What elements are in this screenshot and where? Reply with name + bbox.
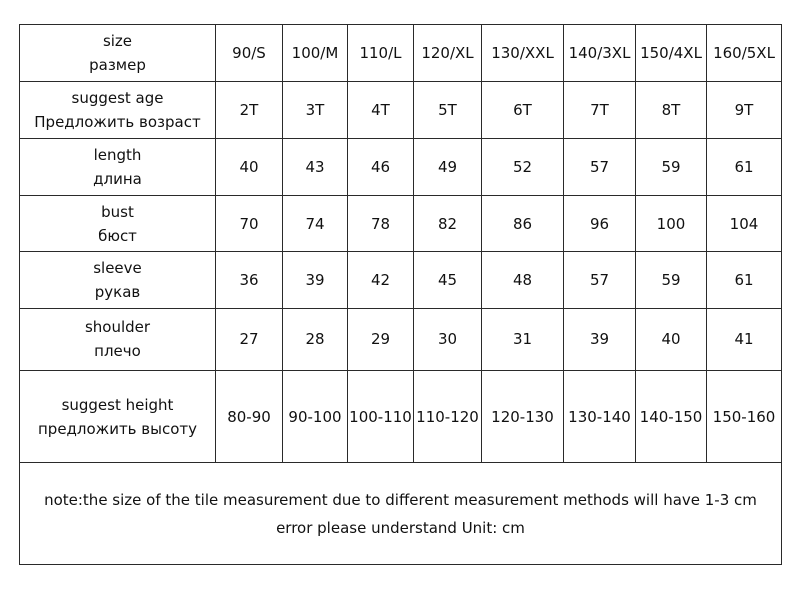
table-cell: 45 xyxy=(414,252,482,308)
table-cell: 110-120 xyxy=(414,370,482,463)
table-cell: 3T xyxy=(283,82,348,138)
table-cell: 5T xyxy=(414,82,482,138)
row-label-bust xyxy=(20,195,216,251)
table-cell: 78 xyxy=(348,195,414,251)
table-cell: 42 xyxy=(348,252,414,308)
table-cell: 120/XL xyxy=(414,25,482,82)
table-cell: 57 xyxy=(564,252,636,308)
table-cell: 7T xyxy=(564,82,636,138)
table-cell: 9T xyxy=(707,82,782,138)
table-cell: 57 xyxy=(564,138,636,195)
table-cell: 30 xyxy=(414,308,482,370)
table-cell: 46 xyxy=(348,138,414,195)
table-cell: 8T xyxy=(636,82,707,138)
row-label-english: bust xyxy=(101,202,134,221)
table-cell: 39 xyxy=(564,308,636,370)
row-label-english: suggest age xyxy=(71,88,164,107)
table-row-note xyxy=(20,463,782,565)
table-cell: 48 xyxy=(482,252,564,308)
table-cell: 130/XXL xyxy=(482,25,564,82)
table-row-size xyxy=(20,25,782,82)
table-row-suggest-age xyxy=(20,82,782,138)
table-cell: 2T xyxy=(216,82,283,138)
row-label-russian: рукав xyxy=(94,282,141,301)
table-cell: 160/5XL xyxy=(707,25,782,82)
table-cell: 80-90 xyxy=(216,370,283,463)
row-label-english: suggest height xyxy=(61,395,174,414)
table-cell: 90/S xyxy=(216,25,283,82)
table-cell: 27 xyxy=(216,308,283,370)
table-cell: 49 xyxy=(414,138,482,195)
table-cell: 59 xyxy=(636,138,707,195)
table-cell: 36 xyxy=(216,252,283,308)
row-label-russian: бюст xyxy=(98,226,137,245)
table-row-shoulder xyxy=(20,308,782,370)
row-label-english: shoulder xyxy=(84,318,151,337)
row-label-english: size xyxy=(102,32,133,51)
table-cell: 61 xyxy=(707,252,782,308)
table-cell: 90-100 xyxy=(283,370,348,463)
table-row-bust xyxy=(20,195,782,251)
table-cell: 41 xyxy=(707,308,782,370)
table-cell: 100 xyxy=(636,195,707,251)
table-cell: 130-140 xyxy=(564,370,636,463)
table-cell: 120-130 xyxy=(482,370,564,463)
table-cell: 40 xyxy=(636,308,707,370)
size-chart-body xyxy=(20,25,782,565)
table-cell: 150/4XL xyxy=(636,25,707,82)
table-cell: 86 xyxy=(482,195,564,251)
table-cell: 52 xyxy=(482,138,564,195)
table-cell: 100/M xyxy=(283,25,348,82)
table-cell: 96 xyxy=(564,195,636,251)
table-row-suggest-height xyxy=(20,370,782,463)
table-cell: 104 xyxy=(707,195,782,251)
row-label-english: length xyxy=(93,145,142,164)
table-cell: 6T xyxy=(482,82,564,138)
table-cell: 140-150 xyxy=(636,370,707,463)
row-label-shoulder xyxy=(20,308,216,370)
table-cell: 74 xyxy=(283,195,348,251)
table-cell: 28 xyxy=(283,308,348,370)
table-cell: 39 xyxy=(283,252,348,308)
table-cell: 40 xyxy=(216,138,283,195)
row-label-english: sleeve xyxy=(93,258,142,277)
table-row-length xyxy=(20,138,782,195)
measurement-note xyxy=(20,463,782,565)
row-label-suggest-height xyxy=(20,370,216,463)
row-label-length xyxy=(20,138,216,195)
row-label-russian: плечо xyxy=(94,342,141,361)
row-label-suggest-age xyxy=(20,82,216,138)
row-label-size xyxy=(20,25,216,82)
table-cell: 100-110 xyxy=(348,370,414,463)
table-cell: 4T xyxy=(348,82,414,138)
row-label-russian: длина xyxy=(93,169,142,188)
table-cell: 70 xyxy=(216,195,283,251)
row-label-russian: размер xyxy=(89,56,146,75)
row-label-sleeve xyxy=(20,252,216,308)
note-line-1: note:the size of the tile measurement due to different measurement methods will have 1-3 cm xyxy=(44,490,757,509)
row-label-russian: Предложить возраст xyxy=(34,112,201,131)
note-line-2: error please understand Unit: cm xyxy=(276,518,525,537)
table-cell: 140/3XL xyxy=(564,25,636,82)
row-label-russian: предложить высоту xyxy=(37,419,198,438)
table-cell: 110/L xyxy=(348,25,414,82)
table-cell: 61 xyxy=(707,138,782,195)
table-cell: 31 xyxy=(482,308,564,370)
table-cell: 59 xyxy=(636,252,707,308)
table-cell: 29 xyxy=(348,308,414,370)
table-cell: 150-160 xyxy=(707,370,782,463)
table-row-sleeve xyxy=(20,252,782,308)
table-cell: 43 xyxy=(283,138,348,195)
table-cell: 82 xyxy=(414,195,482,251)
size-chart-table xyxy=(19,24,782,565)
